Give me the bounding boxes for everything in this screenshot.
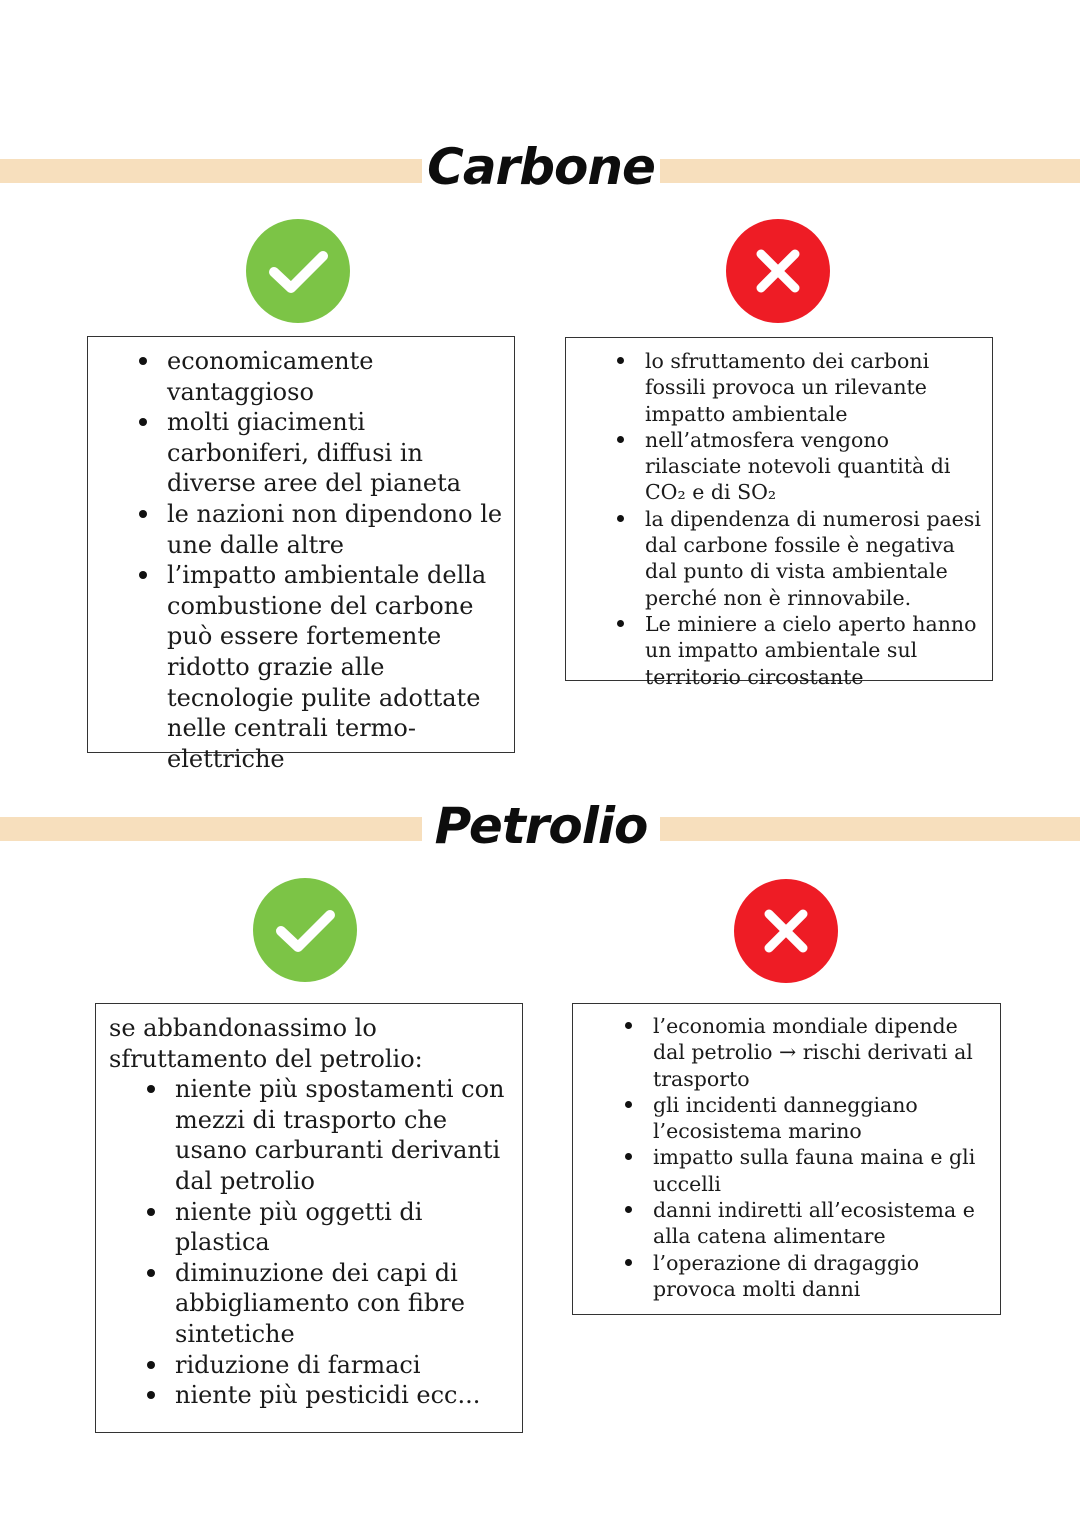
list-item: gli incidenti danneggiano l’ecosistema marino [653, 1092, 992, 1145]
list-item: niente più oggetti di plastica [175, 1197, 512, 1258]
petrolio-cons-list [653, 1013, 992, 1302]
section-title-petrolio: Petrolio [434, 797, 648, 855]
check-icon [253, 878, 357, 982]
section-band-left [0, 817, 422, 841]
cross-icon [734, 879, 838, 983]
list-item: l’impatto ambientale della combustione del carbone può essere fortemente ridotto grazie alle tecnologie pulite adottate nelle centrali termo-elettriche [167, 560, 504, 774]
list-item: molti giacimenti carboniferi, diffusi in diverse aree del pianeta [167, 407, 504, 499]
list-item: la dipendenza di numerosi paesi dal carbone fossile è negativa dal punto di vista ambientale perché non è rinnovabile. [645, 506, 984, 611]
petrolio-pros-list [109, 1074, 512, 1411]
section-band-right [660, 159, 1080, 183]
list-item: l’operazione di dragaggio provoca molti danni [653, 1250, 992, 1303]
carbone-pros-list [167, 346, 504, 774]
section-band-right [660, 817, 1080, 841]
carbone-cons-list [645, 348, 984, 690]
petrolio-pros-intro: se abbandonassimo lo sfruttamento del petrolio: [109, 1014, 423, 1073]
check-icon [246, 219, 350, 323]
list-item: impatto sulla fauna maina e gli uccelli [653, 1144, 992, 1197]
petrolio-cons-box [572, 1003, 1001, 1315]
list-item: danni indiretti all’ecosistema e alla catena alimentare [653, 1197, 992, 1250]
list-item: economicamente vantaggioso [167, 346, 504, 407]
list-item: nell’atmosfera vengono rilasciate notevoli quantità di CO₂ e di SO₂ [645, 427, 984, 506]
petrolio-pros-box [95, 1003, 523, 1433]
section-band-left [0, 159, 422, 183]
cross-icon [726, 219, 830, 323]
list-item: diminuzione dei capi di abbigliamento con fibre sintetiche [175, 1258, 512, 1350]
list-item: l’economia mondiale dipende dal petrolio → rischi derivati al trasporto [653, 1013, 992, 1092]
section-title-carbone: Carbone [427, 138, 655, 196]
list-item: niente più spostamenti con mezzi di trasporto che usano carburanti derivanti dal petrolio [175, 1074, 512, 1196]
list-item: le nazioni non dipendono le une dalle altre [167, 499, 503, 559]
list-item: Le miniere a cielo aperto hanno un impatto ambientale sul territorio circostante [645, 611, 984, 690]
list-item: niente più pesticidi ecc... [175, 1380, 512, 1411]
carbone-pros-box [87, 336, 515, 773]
list-item: lo sfruttamento dei carboni fossili provoca un rilevante impatto ambientale [645, 348, 984, 427]
carbone-cons-box [565, 337, 993, 689]
list-item: riduzione di farmaci [175, 1350, 512, 1381]
